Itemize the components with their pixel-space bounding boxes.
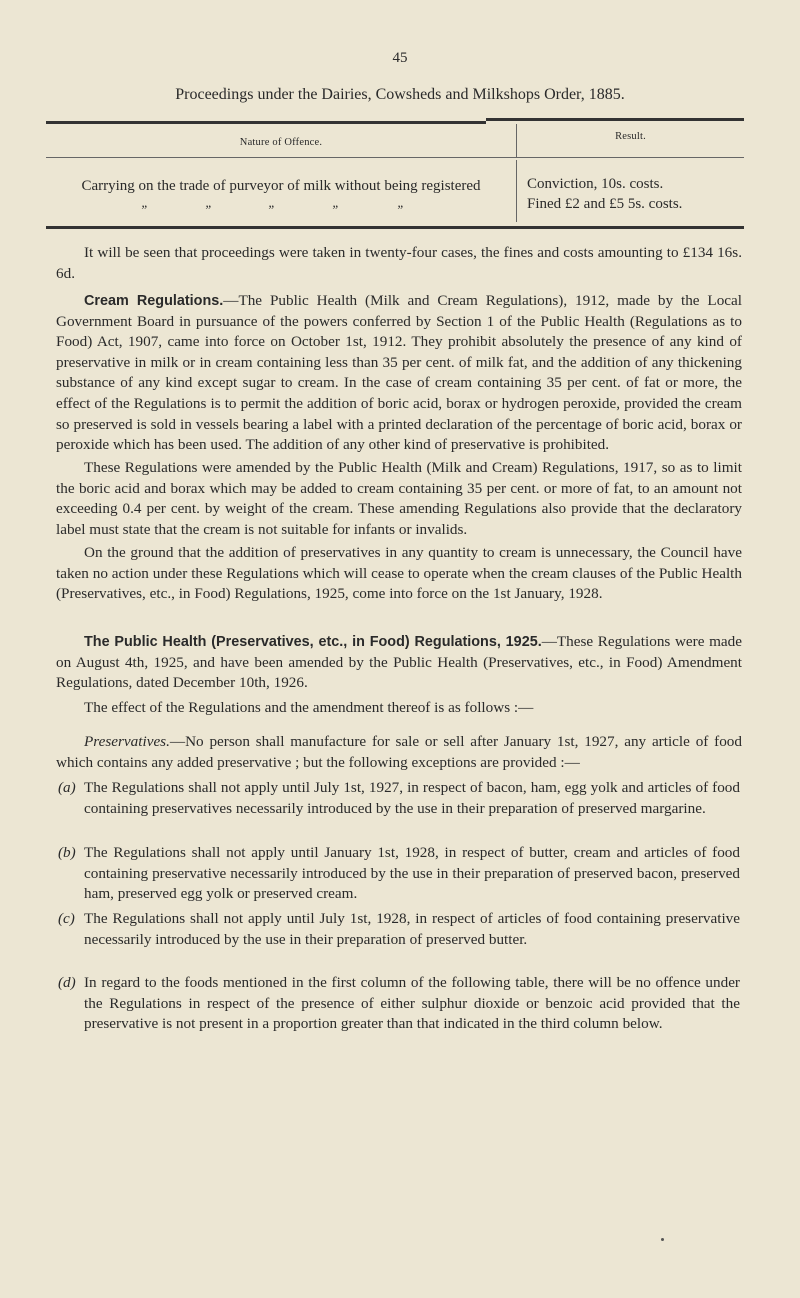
preservatives-label: Preservatives. [84,733,170,750]
table-body-divider [516,160,517,222]
effect-paragraph: The effect of the Regulations and the amendment thereof is as follows :— [84,699,534,716]
exception-label: (d) [58,974,76,991]
cream-amendment-paragraph: These Regulations were amended by the Public Health (Milk and Cream) Regulations, 1917, so as to limit the boric acid and borax which may be added to cream containing 35 per cent. or more of fat, to an amount not exceeding 0.4 per cent. by weight of the cream. These amending Regulations also provide that the declaratory label must state that the cream is not suitable for infants or invalids. [56,459,742,538]
table-title: Proceedings under the Dairies, Cowsheds and Milkshops Order, 1885. [175,86,625,103]
exception-item-b [58,843,740,905]
preservatives-regulations-heading: The Public Health (Preservatives, etc., in Food) Regulations, 1925. [84,634,542,650]
col-header-offence: Nature of Offence. [239,137,323,148]
summary-paragraph: It will be seen that proceedings were taken in twenty-four cases, the fines and costs amounting to £134 16s. 6d. [56,244,742,282]
exception-text: In regard to the foods mentioned in the first column of the following table, there will be no offence under the Regulations in respect of the presence of either sulphur dioxide or benzoic acid provided that the preservative is not present in a proportion greater than that indicated in the third column below. [84,974,740,1033]
offence-row-1: Carrying on the trade of purveyor of milk without being registered [81,178,481,194]
exception-item-a [58,778,740,819]
preservatives-regulations-body: —These Regulations were made on August 4th, 1925, and have been amended by the Public Health (Preservatives, etc., in Food) Amendment Regulations, dated December 10th, 1926. [56,633,742,692]
exception-label: (c) [58,910,75,927]
ditto-mark: ” [267,202,275,217]
exception-text: The Regulations shall not apply until January 1st, 1928, in respect of butter, cream and articles of food containing preservative necessarily introduced by the use in their preparation of preserved bacon, preserved ham, preserved egg yolk or preserved cream. [84,844,740,903]
ditto-mark: ” [396,202,404,217]
cream-regulations-paragraph [56,291,742,456]
exception-item-d [58,973,740,1035]
exception-label: (b) [58,844,76,861]
result-row-2: Fined £2 and £5 5s. costs. [527,196,683,212]
cream-regulations-heading: Cream Regulations. [84,293,224,309]
preservatives-body: —No person shall manufacture for sale or sell after January 1st, 1927, any article of food which contains any added preservative ; but the following exceptions are provided :— [56,733,742,771]
col-header-result: Result. [615,131,646,142]
exception-label: (a) [58,779,76,796]
council-action-paragraph: On the ground that the addition of preservatives in any quantity to cream is unnecessary, the Council have taken no action under these Regulations which will cease to operate when the cream clauses of the Public Health (Preservatives, etc., in Food) Regulations, 1925, come into force on the 1st January, 1928. [56,544,742,603]
preservatives-paragraph [56,732,742,773]
exception-text: The Regulations shall not apply until July 1st, 1928, in respect of articles of food containing preservative necessarily introduced by the use in their preparation of preserved butter. [84,910,740,948]
table-top-rule [46,121,486,124]
result-row-1: Conviction, 10s. costs. [527,176,664,192]
exception-text: The Regulations shall not apply until July 1st, 1927, in respect of bacon, ham, egg yolk and articles of food containing preservatives necessarily introduced by the use in their preparation of preserved margarine. [84,779,740,817]
exception-item-c [58,909,740,950]
table-bottom-rule [46,226,744,229]
ditto-mark: ” [204,202,212,217]
table-header-rule [46,157,744,158]
table-top-rule-right [486,118,744,121]
print-speck [661,1238,664,1241]
ditto-mark: ” [331,202,339,217]
ditto-mark: ” [140,202,148,217]
preservatives-regulations-paragraph [56,632,742,694]
page-number: 45 [392,50,408,66]
cream-regulations-body: —The Public Health (Milk and Cream Regulations), 1912, made by the Local Government Board in pursuance of the powers conferred by Section 1 of the Public Health (Regulations as to Food) Act, 1907, came into force on October 1st, 1912. They prohibit absolutely the presence of any kind of preservative in milk or in cream containing less than 35 per cent. of milk fat, and the addition of any thickening substance of any kind except sugar to cream. In the case of cream containing 35 per cent. of fat or more, the effect of the Regulations is to permit the addition of boric acid, borax or hydrogen peroxide, provided the cream so preserved is sold in vessels bearing a label with a printed declaration of the percentage of boric acid, borax or peroxide which has been used. The addition of any other kind of preservative is prohibited. [56,292,742,454]
